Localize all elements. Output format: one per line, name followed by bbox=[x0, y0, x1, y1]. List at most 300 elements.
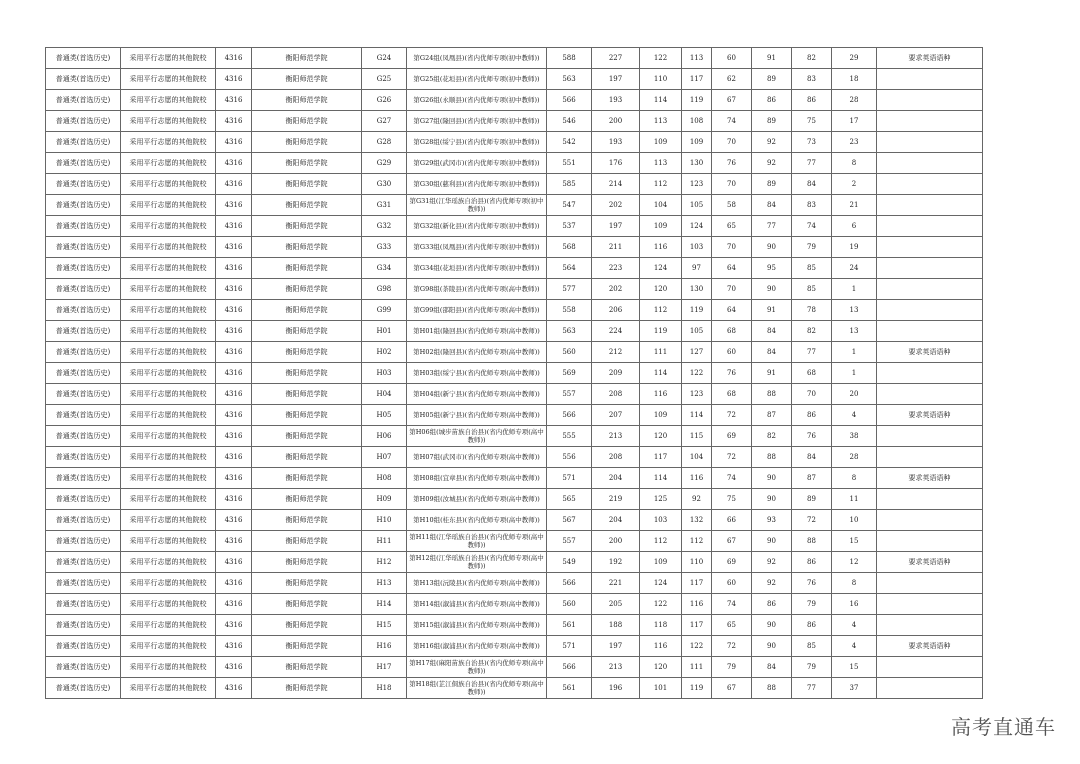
score-cell: 82 bbox=[792, 321, 832, 342]
group-desc-cell: 第G34组(花垣县)(省内优师专项(初中教师)) bbox=[407, 258, 547, 279]
score-cell: 566 bbox=[547, 657, 592, 678]
batch-cell: 采用平行志愿的其他院校 bbox=[121, 657, 216, 678]
score-cell: 91 bbox=[752, 300, 792, 321]
group-code-cell: H07 bbox=[362, 447, 407, 468]
score-cell: 112 bbox=[640, 174, 682, 195]
score-cell: 111 bbox=[682, 657, 712, 678]
table-row bbox=[46, 48, 983, 69]
school-code-cell: 4316 bbox=[216, 384, 252, 405]
batch-cell: 采用平行志愿的其他院校 bbox=[121, 573, 216, 594]
score-cell: 92 bbox=[752, 552, 792, 573]
school-code-cell: 4316 bbox=[216, 489, 252, 510]
rank-cell: 23 bbox=[832, 132, 877, 153]
batch-cell: 采用平行志愿的其他院校 bbox=[121, 153, 216, 174]
note-cell bbox=[877, 153, 983, 174]
watermark-text: 高考直通车 bbox=[951, 715, 1056, 739]
category-cell: 普通类(首选历史) bbox=[46, 153, 121, 174]
group-desc-cell: 第G30组(慈利县)(省内优师专项(初中教师)) bbox=[407, 174, 547, 195]
note-cell bbox=[877, 300, 983, 321]
rank-cell: 13 bbox=[832, 321, 877, 342]
rank-cell: 20 bbox=[832, 384, 877, 405]
score-cell: 93 bbox=[752, 510, 792, 531]
note-cell bbox=[877, 489, 983, 510]
score-cell: 79 bbox=[792, 237, 832, 258]
category-cell: 普通类(首选历史) bbox=[46, 594, 121, 615]
table-row bbox=[46, 321, 983, 342]
score-cell: 70 bbox=[712, 132, 752, 153]
batch-cell: 采用平行志愿的其他院校 bbox=[121, 321, 216, 342]
score-cell: 117 bbox=[682, 69, 712, 90]
score-cell: 104 bbox=[682, 447, 712, 468]
table-row bbox=[46, 594, 983, 615]
batch-cell: 采用平行志愿的其他院校 bbox=[121, 426, 216, 447]
score-cell: 224 bbox=[592, 321, 640, 342]
score-cell: 566 bbox=[547, 405, 592, 426]
score-cell: 64 bbox=[712, 300, 752, 321]
note-cell bbox=[877, 657, 983, 678]
rank-cell: 4 bbox=[832, 615, 877, 636]
score-cell: 86 bbox=[752, 90, 792, 111]
score-cell: 193 bbox=[592, 132, 640, 153]
score-cell: 90 bbox=[752, 531, 792, 552]
rank-cell: 2 bbox=[832, 174, 877, 195]
group-desc-cell: 第H03组(绥宁县)(省内优师专项(高中教师)) bbox=[407, 363, 547, 384]
score-cell: 90 bbox=[752, 279, 792, 300]
school-name-cell: 衡阳师范学院 bbox=[252, 531, 362, 552]
school-code-cell: 4316 bbox=[216, 90, 252, 111]
score-cell: 78 bbox=[792, 300, 832, 321]
batch-cell: 采用平行志愿的其他院校 bbox=[121, 615, 216, 636]
group-code-cell: H15 bbox=[362, 615, 407, 636]
school-code-cell: 4316 bbox=[216, 636, 252, 657]
score-cell: 85 bbox=[792, 636, 832, 657]
score-cell: 214 bbox=[592, 174, 640, 195]
score-cell: 84 bbox=[752, 195, 792, 216]
score-cell: 124 bbox=[682, 216, 712, 237]
school-code-cell: 4316 bbox=[216, 321, 252, 342]
note-cell bbox=[877, 426, 983, 447]
category-cell: 普通类(首选历史) bbox=[46, 468, 121, 489]
score-cell: 82 bbox=[792, 48, 832, 69]
school-name-cell: 衡阳师范学院 bbox=[252, 342, 362, 363]
table-row bbox=[46, 69, 983, 90]
school-code-cell: 4316 bbox=[216, 279, 252, 300]
category-cell: 普通类(首选历史) bbox=[46, 48, 121, 69]
category-cell: 普通类(首选历史) bbox=[46, 258, 121, 279]
score-cell: 547 bbox=[547, 195, 592, 216]
category-cell: 普通类(首选历史) bbox=[46, 678, 121, 699]
category-cell: 普通类(首选历史) bbox=[46, 279, 121, 300]
score-cell: 74 bbox=[712, 111, 752, 132]
score-cell: 561 bbox=[547, 615, 592, 636]
score-cell: 87 bbox=[792, 468, 832, 489]
note-cell bbox=[877, 237, 983, 258]
school-code-cell: 4316 bbox=[216, 342, 252, 363]
score-cell: 86 bbox=[752, 594, 792, 615]
score-cell: 202 bbox=[592, 279, 640, 300]
group-desc-cell: 第G31组(江华瑶族自治县)(省内优师专项(初中教师)) bbox=[407, 195, 547, 216]
score-cell: 84 bbox=[752, 342, 792, 363]
group-code-cell: G26 bbox=[362, 90, 407, 111]
group-desc-cell: 第H07组(武冈市)(省内优师专项(高中教师)) bbox=[407, 447, 547, 468]
score-cell: 79 bbox=[792, 657, 832, 678]
rank-cell: 28 bbox=[832, 90, 877, 111]
score-cell: 95 bbox=[752, 258, 792, 279]
group-desc-cell: 第H15组(溆浦县)(省内优师专项(高中教师)) bbox=[407, 615, 547, 636]
score-cell: 206 bbox=[592, 300, 640, 321]
table-row bbox=[46, 552, 983, 573]
score-cell: 101 bbox=[640, 678, 682, 699]
score-cell: 223 bbox=[592, 258, 640, 279]
score-cell: 197 bbox=[592, 69, 640, 90]
score-cell: 207 bbox=[592, 405, 640, 426]
school-code-cell: 4316 bbox=[216, 69, 252, 90]
score-cell: 113 bbox=[682, 48, 712, 69]
score-cell: 197 bbox=[592, 636, 640, 657]
school-name-cell: 衡阳师范学院 bbox=[252, 678, 362, 699]
group-code-cell: G31 bbox=[362, 195, 407, 216]
group-code-cell: G98 bbox=[362, 279, 407, 300]
category-cell: 普通类(首选历史) bbox=[46, 132, 121, 153]
score-cell: 86 bbox=[792, 90, 832, 111]
score-cell: 70 bbox=[712, 237, 752, 258]
table-row bbox=[46, 258, 983, 279]
group-desc-cell: 第H02组(隆回县)(省内优师专项(高中教师)) bbox=[407, 342, 547, 363]
score-cell: 116 bbox=[682, 594, 712, 615]
score-cell: 120 bbox=[640, 657, 682, 678]
batch-cell: 采用平行志愿的其他院校 bbox=[121, 111, 216, 132]
rank-cell: 4 bbox=[832, 636, 877, 657]
score-cell: 564 bbox=[547, 258, 592, 279]
score-cell: 568 bbox=[547, 237, 592, 258]
note-cell bbox=[877, 174, 983, 195]
school-name-cell: 衡阳师范学院 bbox=[252, 426, 362, 447]
school-code-cell: 4316 bbox=[216, 48, 252, 69]
school-code-cell: 4316 bbox=[216, 678, 252, 699]
category-cell: 普通类(首选历史) bbox=[46, 489, 121, 510]
score-cell: 68 bbox=[712, 384, 752, 405]
group-desc-cell: 第H17组(麻阳苗族自治县)(省内优师专项(高中教师)) bbox=[407, 657, 547, 678]
school-name-cell: 衡阳师范学院 bbox=[252, 48, 362, 69]
school-code-cell: 4316 bbox=[216, 573, 252, 594]
group-desc-cell: 第H13组(沅陵县)(省内优师专项(高中教师)) bbox=[407, 573, 547, 594]
school-name-cell: 衡阳师范学院 bbox=[252, 489, 362, 510]
school-name-cell: 衡阳师范学院 bbox=[252, 174, 362, 195]
category-cell: 普通类(首选历史) bbox=[46, 552, 121, 573]
score-cell: 110 bbox=[682, 552, 712, 573]
score-cell: 92 bbox=[752, 573, 792, 594]
score-cell: 213 bbox=[592, 426, 640, 447]
table-row bbox=[46, 678, 983, 699]
score-cell: 119 bbox=[682, 300, 712, 321]
score-cell: 83 bbox=[792, 69, 832, 90]
score-cell: 196 bbox=[592, 678, 640, 699]
category-cell: 普通类(首选历史) bbox=[46, 195, 121, 216]
score-cell: 132 bbox=[682, 510, 712, 531]
rank-cell: 1 bbox=[832, 342, 877, 363]
rank-cell: 29 bbox=[832, 48, 877, 69]
table-row bbox=[46, 489, 983, 510]
score-cell: 109 bbox=[640, 552, 682, 573]
school-name-cell: 衡阳师范学院 bbox=[252, 405, 362, 426]
note-cell bbox=[877, 90, 983, 111]
rank-cell: 11 bbox=[832, 489, 877, 510]
score-cell: 88 bbox=[792, 531, 832, 552]
school-name-cell: 衡阳师范学院 bbox=[252, 615, 362, 636]
batch-cell: 采用平行志愿的其他院校 bbox=[121, 174, 216, 195]
score-cell: 104 bbox=[640, 195, 682, 216]
score-cell: 86 bbox=[792, 615, 832, 636]
table-row bbox=[46, 615, 983, 636]
score-cell: 565 bbox=[547, 489, 592, 510]
school-code-cell: 4316 bbox=[216, 237, 252, 258]
table-row bbox=[46, 279, 983, 300]
group-desc-cell: 第H10组(桂东县)(省内优师专项(高中教师)) bbox=[407, 510, 547, 531]
score-cell: 108 bbox=[682, 111, 712, 132]
score-cell: 116 bbox=[640, 384, 682, 405]
group-code-cell: G24 bbox=[362, 48, 407, 69]
rank-cell: 28 bbox=[832, 447, 877, 468]
school-name-cell: 衡阳师范学院 bbox=[252, 573, 362, 594]
score-cell: 588 bbox=[547, 48, 592, 69]
batch-cell: 采用平行志愿的其他院校 bbox=[121, 69, 216, 90]
score-cell: 555 bbox=[547, 426, 592, 447]
school-name-cell: 衡阳师范学院 bbox=[252, 153, 362, 174]
group-code-cell: H12 bbox=[362, 552, 407, 573]
note-cell: 要求英语语种 bbox=[877, 405, 983, 426]
score-cell: 92 bbox=[752, 153, 792, 174]
table-row bbox=[46, 384, 983, 405]
score-cell: 563 bbox=[547, 321, 592, 342]
score-cell: 556 bbox=[547, 447, 592, 468]
table-row bbox=[46, 573, 983, 594]
score-cell: 116 bbox=[640, 636, 682, 657]
score-cell: 208 bbox=[592, 384, 640, 405]
school-code-cell: 4316 bbox=[216, 552, 252, 573]
score-cell: 66 bbox=[712, 510, 752, 531]
score-cell: 65 bbox=[712, 216, 752, 237]
score-cell: 70 bbox=[712, 279, 752, 300]
batch-cell: 采用平行志愿的其他院校 bbox=[121, 48, 216, 69]
group-desc-cell: 第G33组(凤凰县)(省内优师专项(初中教师)) bbox=[407, 237, 547, 258]
table-row bbox=[46, 216, 983, 237]
batch-cell: 采用平行志愿的其他院校 bbox=[121, 363, 216, 384]
note-cell: 要求英语语种 bbox=[877, 48, 983, 69]
group-code-cell: G27 bbox=[362, 111, 407, 132]
score-cell: 69 bbox=[712, 552, 752, 573]
category-cell: 普通类(首选历史) bbox=[46, 237, 121, 258]
batch-cell: 采用平行志愿的其他院校 bbox=[121, 489, 216, 510]
category-cell: 普通类(首选历史) bbox=[46, 300, 121, 321]
score-cell: 127 bbox=[682, 342, 712, 363]
score-cell: 103 bbox=[640, 510, 682, 531]
table-row bbox=[46, 195, 983, 216]
score-cell: 68 bbox=[712, 321, 752, 342]
score-cell: 571 bbox=[547, 636, 592, 657]
score-cell: 115 bbox=[682, 426, 712, 447]
score-cell: 92 bbox=[752, 132, 792, 153]
score-cell: 176 bbox=[592, 153, 640, 174]
batch-cell: 采用平行志愿的其他院校 bbox=[121, 216, 216, 237]
category-cell: 普通类(首选历史) bbox=[46, 636, 121, 657]
score-cell: 112 bbox=[682, 531, 712, 552]
score-cell: 86 bbox=[792, 552, 832, 573]
score-cell: 117 bbox=[682, 615, 712, 636]
table-row bbox=[46, 342, 983, 363]
score-cell: 88 bbox=[752, 447, 792, 468]
score-cell: 109 bbox=[640, 405, 682, 426]
rank-cell: 10 bbox=[832, 510, 877, 531]
rank-cell: 18 bbox=[832, 69, 877, 90]
group-desc-cell: 第G99组(邵阳县)(省内优师专项(高中教师)) bbox=[407, 300, 547, 321]
score-cell: 557 bbox=[547, 531, 592, 552]
rank-cell: 12 bbox=[832, 552, 877, 573]
score-cell: 64 bbox=[712, 258, 752, 279]
category-cell: 普通类(首选历史) bbox=[46, 342, 121, 363]
group-code-cell: H18 bbox=[362, 678, 407, 699]
group-code-cell: G28 bbox=[362, 132, 407, 153]
score-cell: 123 bbox=[682, 174, 712, 195]
score-cell: 77 bbox=[792, 342, 832, 363]
school-name-cell: 衡阳师范学院 bbox=[252, 69, 362, 90]
batch-cell: 采用平行志愿的其他院校 bbox=[121, 195, 216, 216]
score-cell: 557 bbox=[547, 384, 592, 405]
batch-cell: 采用平行志愿的其他院校 bbox=[121, 132, 216, 153]
score-cell: 221 bbox=[592, 573, 640, 594]
batch-cell: 采用平行志愿的其他院校 bbox=[121, 447, 216, 468]
score-cell: 571 bbox=[547, 468, 592, 489]
batch-cell: 采用平行志愿的其他院校 bbox=[121, 636, 216, 657]
school-code-cell: 4316 bbox=[216, 132, 252, 153]
batch-cell: 采用平行志愿的其他院校 bbox=[121, 552, 216, 573]
score-cell: 120 bbox=[640, 426, 682, 447]
school-code-cell: 4316 bbox=[216, 300, 252, 321]
score-cell: 114 bbox=[640, 90, 682, 111]
score-cell: 60 bbox=[712, 573, 752, 594]
score-cell: 192 bbox=[592, 552, 640, 573]
school-name-cell: 衡阳师范学院 bbox=[252, 552, 362, 573]
rank-cell: 4 bbox=[832, 405, 877, 426]
score-cell: 83 bbox=[792, 195, 832, 216]
score-cell: 60 bbox=[712, 342, 752, 363]
group-code-cell: G29 bbox=[362, 153, 407, 174]
score-cell: 117 bbox=[682, 573, 712, 594]
group-code-cell: G33 bbox=[362, 237, 407, 258]
rank-cell: 15 bbox=[832, 657, 877, 678]
batch-cell: 采用平行志愿的其他院校 bbox=[121, 510, 216, 531]
score-cell: 122 bbox=[682, 636, 712, 657]
batch-cell: 采用平行志愿的其他院校 bbox=[121, 531, 216, 552]
score-cell: 566 bbox=[547, 573, 592, 594]
score-cell: 105 bbox=[682, 195, 712, 216]
rank-cell: 16 bbox=[832, 594, 877, 615]
group-desc-cell: 第G28组(绥宁县)(省内优师专项(初中教师)) bbox=[407, 132, 547, 153]
category-cell: 普通类(首选历史) bbox=[46, 69, 121, 90]
category-cell: 普通类(首选历史) bbox=[46, 426, 121, 447]
score-cell: 577 bbox=[547, 279, 592, 300]
score-cell: 188 bbox=[592, 615, 640, 636]
group-desc-cell: 第G26组(永顺县)(省内优师专项(初中教师)) bbox=[407, 90, 547, 111]
score-cell: 124 bbox=[640, 258, 682, 279]
batch-cell: 采用平行志愿的其他院校 bbox=[121, 468, 216, 489]
group-code-cell: G99 bbox=[362, 300, 407, 321]
score-cell: 90 bbox=[752, 489, 792, 510]
table-row bbox=[46, 300, 983, 321]
note-cell: 要求英语语种 bbox=[877, 636, 983, 657]
group-desc-cell: 第G27组(隆回县)(省内优师专项(初中教师)) bbox=[407, 111, 547, 132]
admission-table-sheet bbox=[45, 47, 982, 699]
score-cell: 125 bbox=[640, 489, 682, 510]
score-cell: 569 bbox=[547, 363, 592, 384]
score-cell: 208 bbox=[592, 447, 640, 468]
score-cell: 82 bbox=[752, 426, 792, 447]
school-name-cell: 衡阳师范学院 bbox=[252, 279, 362, 300]
score-cell: 88 bbox=[752, 678, 792, 699]
school-name-cell: 衡阳师范学院 bbox=[252, 216, 362, 237]
score-cell: 130 bbox=[682, 279, 712, 300]
score-cell: 109 bbox=[682, 132, 712, 153]
score-cell: 204 bbox=[592, 468, 640, 489]
score-cell: 122 bbox=[682, 363, 712, 384]
score-cell: 212 bbox=[592, 342, 640, 363]
score-cell: 124 bbox=[640, 573, 682, 594]
school-code-cell: 4316 bbox=[216, 468, 252, 489]
table-row bbox=[46, 237, 983, 258]
school-code-cell: 4316 bbox=[216, 363, 252, 384]
group-code-cell: H08 bbox=[362, 468, 407, 489]
note-cell bbox=[877, 321, 983, 342]
table-row bbox=[46, 447, 983, 468]
batch-cell: 采用平行志愿的其他院校 bbox=[121, 300, 216, 321]
school-code-cell: 4316 bbox=[216, 531, 252, 552]
category-cell: 普通类(首选历史) bbox=[46, 615, 121, 636]
score-cell: 65 bbox=[712, 615, 752, 636]
school-name-cell: 衡阳师范学院 bbox=[252, 195, 362, 216]
rank-cell: 21 bbox=[832, 195, 877, 216]
score-cell: 546 bbox=[547, 111, 592, 132]
rank-cell: 8 bbox=[832, 153, 877, 174]
score-cell: 75 bbox=[712, 489, 752, 510]
score-cell: 60 bbox=[712, 48, 752, 69]
school-code-cell: 4316 bbox=[216, 657, 252, 678]
note-cell bbox=[877, 195, 983, 216]
score-cell: 67 bbox=[712, 531, 752, 552]
batch-cell: 采用平行志愿的其他院校 bbox=[121, 258, 216, 279]
rank-cell: 19 bbox=[832, 237, 877, 258]
batch-cell: 采用平行志愿的其他院校 bbox=[121, 90, 216, 111]
score-cell: 92 bbox=[682, 489, 712, 510]
group-code-cell: H11 bbox=[362, 531, 407, 552]
score-cell: 89 bbox=[792, 489, 832, 510]
score-cell: 119 bbox=[640, 321, 682, 342]
score-cell: 205 bbox=[592, 594, 640, 615]
school-code-cell: 4316 bbox=[216, 216, 252, 237]
score-cell: 91 bbox=[752, 48, 792, 69]
school-name-cell: 衡阳师范学院 bbox=[252, 237, 362, 258]
score-cell: 112 bbox=[640, 300, 682, 321]
score-cell: 204 bbox=[592, 510, 640, 531]
school-name-cell: 衡阳师范学院 bbox=[252, 111, 362, 132]
table-row bbox=[46, 405, 983, 426]
score-cell: 116 bbox=[640, 237, 682, 258]
school-code-cell: 4316 bbox=[216, 426, 252, 447]
table-row bbox=[46, 174, 983, 195]
note-cell: 要求英语语种 bbox=[877, 468, 983, 489]
score-cell: 219 bbox=[592, 489, 640, 510]
category-cell: 普通类(首选历史) bbox=[46, 447, 121, 468]
group-desc-cell: 第H12组(江华瑶族自治县)(省内优师专项(高中教师)) bbox=[407, 552, 547, 573]
score-cell: 70 bbox=[792, 384, 832, 405]
